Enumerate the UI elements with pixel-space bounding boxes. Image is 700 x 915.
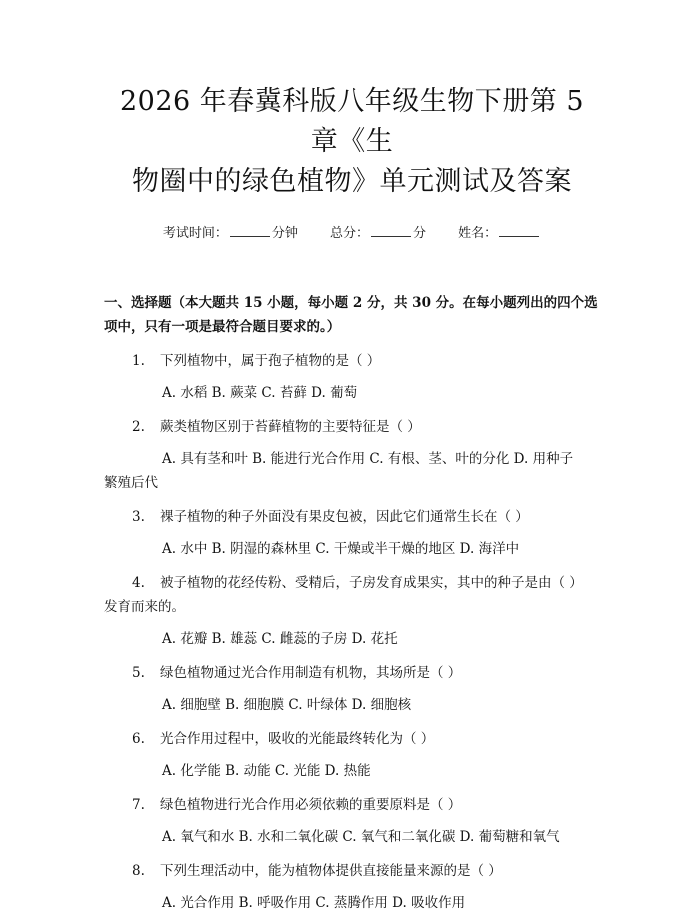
title-line-2: 物圈中的绿色植物》单元测试及答案 [132, 166, 572, 197]
answer-options [104, 825, 600, 849]
question-number: 5. [132, 665, 145, 681]
question-text: 蕨类植物区别于苔藓植物的主要特征是（ ） [160, 419, 421, 435]
answer-options [104, 537, 600, 561]
time-unit: 分钟 [271, 226, 298, 241]
exam-meta [104, 224, 600, 243]
question-text: 下列植物中，属于孢子植物的是（ ） [160, 353, 381, 369]
question-text: 光合作用过程中，吸收的光能最终转化为（ ） [160, 731, 435, 747]
question-stem [104, 727, 600, 751]
answer-options [104, 447, 600, 495]
question-list [104, 349, 600, 915]
question-item [104, 661, 600, 685]
section-heading-line-1: 一、选择题（本大题共 15 小题，每小题 2 分，共 30 分。在每小题列出的四个选 [104, 295, 598, 311]
question-item [104, 349, 600, 373]
question-stem [104, 415, 600, 439]
answer-options [104, 693, 600, 717]
score-blank[interactable] [371, 224, 411, 237]
name-blank[interactable] [499, 224, 539, 237]
options-text: A. 具有茎和叶 B. 能进行光合作用 C. 有根、茎、叶的分化 D. 用种子 [162, 451, 574, 467]
answer-options [104, 627, 600, 651]
question-item [104, 859, 600, 883]
answer-options [104, 381, 600, 405]
options-text: A. 水中 B. 阴湿的森林里 C. 干燥或半干燥的地区 D. 海洋中 [162, 541, 520, 557]
question-number: 6. [132, 731, 145, 747]
question-stem [104, 349, 600, 373]
question-item [104, 793, 600, 817]
question-text: 下列生理活动中，能为植物体提供直接能量来源的是（ ） [160, 863, 502, 879]
score-label: 总分： [329, 226, 369, 241]
options-text: A. 细胞壁 B. 细胞膜 C. 叶绿体 D. 细胞核 [162, 697, 412, 713]
question-item [104, 415, 600, 439]
options-text: A. 花瓣 B. 雄蕊 C. 雌蕊的子房 D. 花托 [162, 631, 398, 647]
options-text: A. 水稻 B. 蕨菜 C. 苔藓 D. 葡萄 [162, 385, 358, 401]
question-stem [104, 793, 600, 817]
time-label: 考试时间： [162, 226, 228, 241]
question-item [104, 505, 600, 529]
section-heading-line-2: 项中，只有一项是最符合题目要求的。） [104, 319, 341, 335]
question-text: 绿色植物通过光合作用制造有机物，其场所是（ ） [160, 665, 462, 681]
question-stem [104, 571, 600, 595]
exam-name [458, 224, 541, 243]
options-text: A. 光合作用 B. 呼吸作用 C. 蒸腾作用 D. 吸收作用 [162, 895, 466, 911]
page-title [104, 82, 600, 202]
options-text-continued: 繁殖后代 [104, 475, 158, 491]
name-label: 姓名： [458, 226, 498, 241]
question-text-continued: 发育而来的。 [104, 599, 185, 615]
question-number: 4. [132, 575, 145, 591]
score-unit: 分 [413, 226, 427, 241]
question-number: 3. [132, 509, 145, 525]
answer-options [104, 759, 600, 783]
title-line-1: 2026 年春冀科版八年级生物下册第 5 章《生 [119, 86, 585, 157]
question-stem [104, 859, 600, 883]
question-number: 1. [132, 353, 145, 369]
section-heading [104, 291, 600, 339]
question-number: 2. [132, 419, 145, 435]
question-number: 8. [132, 863, 145, 879]
question-number: 7. [132, 797, 145, 813]
question-stem [104, 661, 600, 685]
question-item [104, 571, 600, 619]
answer-options [104, 891, 600, 915]
time-blank[interactable] [230, 224, 270, 237]
question-stem [104, 505, 600, 529]
question-text: 被子植物的花经传粉、受精后，子房发育成果实，其中的种子是由（ ） [160, 575, 583, 591]
question-text: 绿色植物进行光合作用必须依赖的重要原料是（ ） [160, 797, 462, 813]
exam-score [330, 224, 426, 243]
exam-time [163, 224, 298, 243]
options-text: A. 化学能 B. 动能 C. 光能 D. 热能 [162, 763, 371, 779]
question-text: 裸子植物的种子外面没有果皮包被，因此它们通常生长在（ ） [160, 509, 529, 525]
question-item [104, 727, 600, 751]
options-text: A. 氧气和水 B. 水和二氧化碳 C. 氧气和二氧化碳 D. 葡萄糖和氧气 [162, 829, 560, 845]
